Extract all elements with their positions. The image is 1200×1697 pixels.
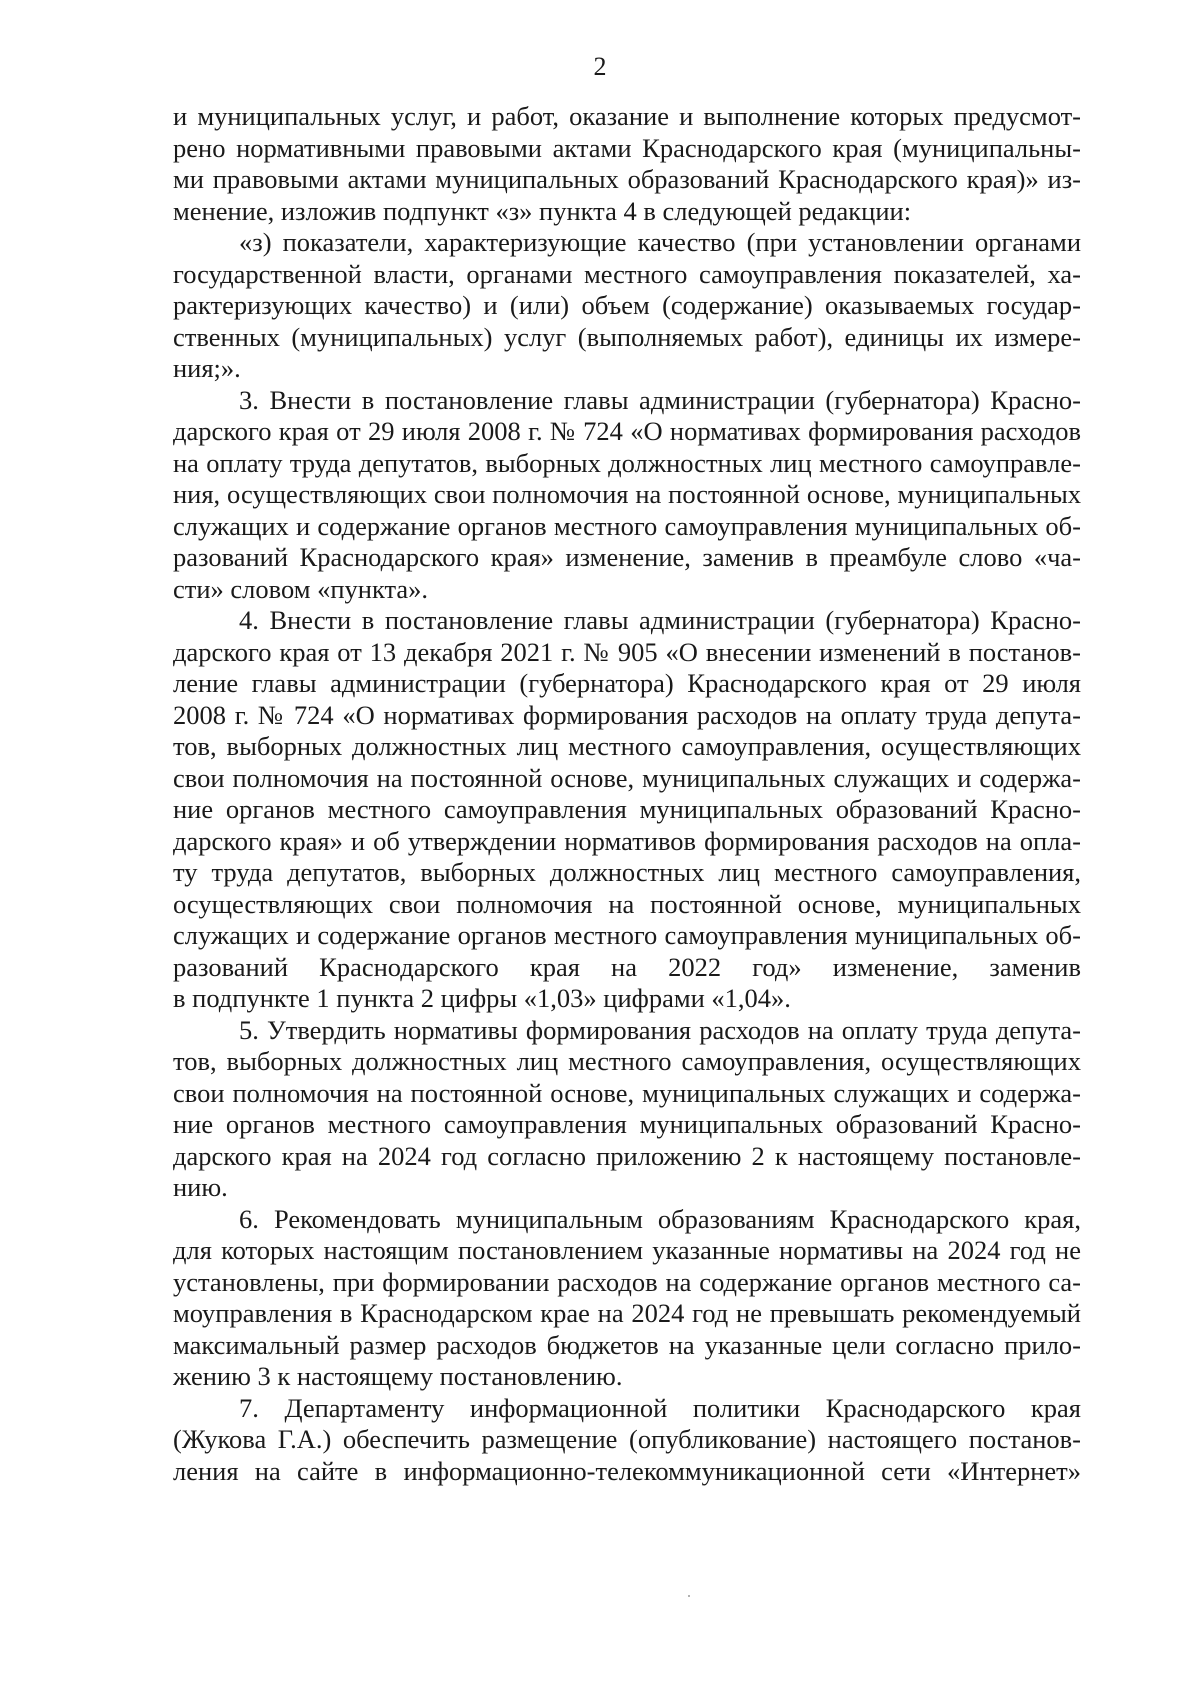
- text-line: свои полномочия на постоянной основе, муниципальных служащих и содержа-: [173, 762, 1081, 793]
- text-line: менение, изложив подпункт «з» пункта 4 в следующей редакции:: [173, 195, 912, 226]
- text-line: ми правовыми актами муниципальных образований Краснодарского края)» из-: [173, 164, 1081, 194]
- text-line: 6. Рекомендовать муниципальным образованиям Краснодарского края,: [239, 1203, 1081, 1234]
- text-line: тов, выборных должностных лиц местного самоуправления, осуществляющих: [173, 731, 1081, 761]
- page-number: 2: [593, 52, 607, 81]
- text-line: свои полномочия на постоянной основе, муниципальных служащих и содержа-: [173, 1077, 1081, 1108]
- text-line: ту труда депутатов, выборных должностных лиц местного самоуправления,: [173, 857, 1081, 887]
- text-line: ление главы администрации (губернатора) Краснодарского края от 29 июля: [173, 668, 1081, 698]
- text-line: для которых настоящим постановлением указанные нормативы на 2024 год не: [173, 1235, 1081, 1265]
- document-body: [173, 101, 1081, 1487]
- text-line: жению 3 к настоящему постановлению.: [173, 1361, 623, 1391]
- text-line: и муниципальных услуг, и работ, оказание и выполнение которых предусмот-: [173, 101, 1081, 131]
- text-line: моуправления в Краснодарском крае на 2024 год не превышать рекомендуемый: [173, 1298, 1081, 1328]
- text-line: 5. Утвердить нормативы формирования расходов на оплату труда депута-: [239, 1014, 1081, 1045]
- text-line: ние органов местного самоуправления муниципальных образований Красно-: [173, 794, 1081, 824]
- text-line: ния, осуществляющих свои полномочия на постоянной основе, муниципальных: [173, 479, 1081, 509]
- text-line: рактеризующих качество) и (или) объем (содержание) оказываемых государ-: [173, 290, 1081, 320]
- text-line: дарского края» и об утверждении нормативов формирования расходов на опла-: [173, 825, 1081, 856]
- text-line: разований Краснодарского края» изменение, заменив в преамбуле слово «ча-: [173, 542, 1081, 572]
- text-line: сти» словом «пункта».: [173, 573, 429, 604]
- text-line: «з) показатели, характеризующие качество (при установлении органами: [239, 227, 1081, 257]
- text-line: тов, выборных должностных лиц местного самоуправления, осуществляющих: [173, 1046, 1081, 1076]
- text-line: 4. Внести в постановление главы администрации (губернатора) Красно-: [239, 605, 1081, 635]
- text-line: в подпункте 1 пункта 2 цифры «1,03» цифрами «1,04».: [173, 983, 791, 1013]
- text-line: 2008 г. № 724 «О нормативах формирования расходов на оплату труда депута-: [173, 699, 1081, 730]
- text-line: разований Краснодарского края на 2022 год» изменение, заменив: [173, 951, 1081, 982]
- text-line: на оплату труда депутатов, выборных должностных лиц местного самоуправле-: [173, 447, 1081, 478]
- text-line: ния;».: [173, 353, 241, 383]
- text-line: ственных (муниципальных) услуг (выполняемых работ), единицы их измере-: [173, 321, 1081, 352]
- text-line: служащих и содержание органов местного самоуправления муниципальных об-: [173, 510, 1081, 541]
- text-line: нию.: [173, 1172, 228, 1202]
- text-line: установлены, при формировании расходов на содержание органов местного са-: [173, 1266, 1081, 1297]
- text-line: государственной власти, органами местного самоуправления показателей, ха-: [173, 258, 1081, 289]
- text-line: служащих и содержание органов местного самоуправления муниципальных об-: [173, 920, 1081, 950]
- text-line: (Жукова Г.А.) обеспечить размещение (опубликование) настоящего постанов-: [173, 1424, 1081, 1454]
- text-line: 3. Внести в постановление главы администрации (губернатора) Красно-: [239, 384, 1081, 415]
- text-line: дарского края от 29 июля 2008 г. № 724 «О нормативах формирования расходов: [173, 416, 1081, 446]
- scan-speck: [688, 1595, 690, 1597]
- text-line: ления на сайте в информационно-телекоммуникационной сети «Интернет»: [173, 1455, 1081, 1486]
- text-line: рено нормативными правовыми актами Краснодарского края (муниципальны-: [173, 132, 1081, 163]
- text-line: ние органов местного самоуправления муниципальных образований Красно-: [173, 1109, 1081, 1139]
- text-line: дарского края на 2024 год согласно приложению 2 к настоящему постановле-: [173, 1140, 1081, 1171]
- text-line: 7. Департаменту информационной политики Краснодарского края: [239, 1392, 1081, 1423]
- text-line: максимальный размер расходов бюджетов на указанные цели согласно прило-: [173, 1329, 1081, 1360]
- text-line: осуществляющих свои полномочия на постоянной основе, муниципальных: [173, 888, 1081, 919]
- text-line: дарского края от 13 декабря 2021 г. № 905 «О внесении изменений в постанов-: [173, 636, 1081, 667]
